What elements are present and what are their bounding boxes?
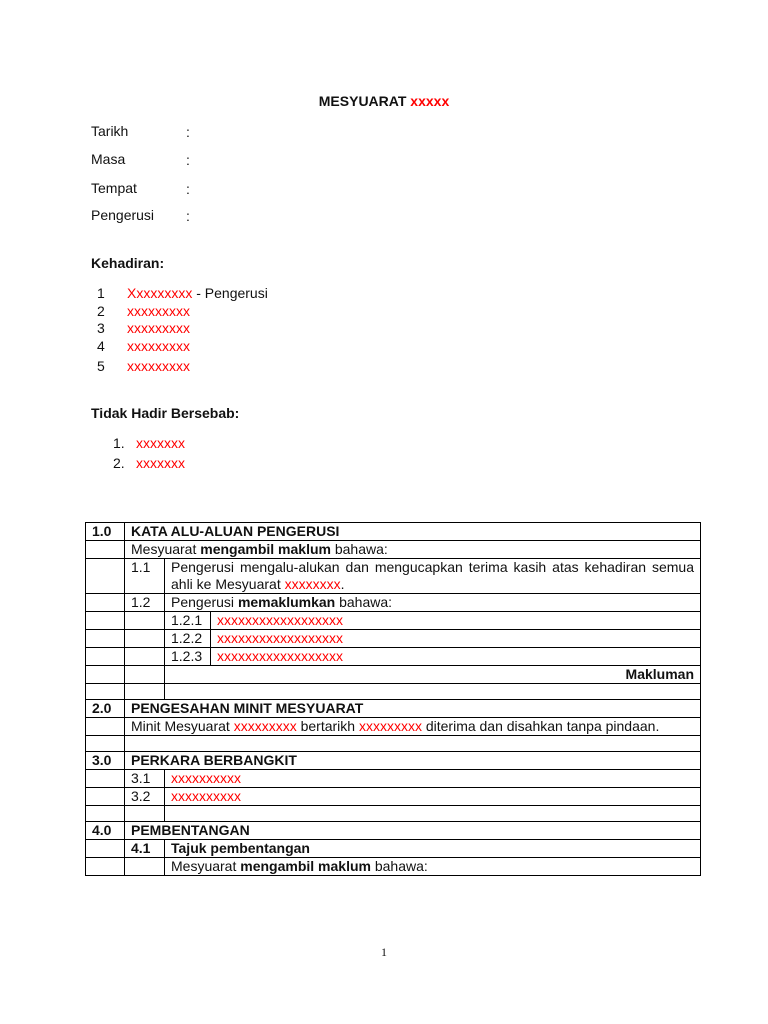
table-row [86,752,701,770]
table-row [86,718,701,736]
item-text: Pengerusi mengalu-alukan dan mengucapkan terima kasih atas kehadiran semua ahli ke Mesyuarat xxxxxxxx. [165,559,701,594]
table-row [86,788,701,806]
attendance-number: 1 [97,285,105,301]
page-title: MESYUARAT xxxxx [318,93,450,109]
meta-colon: : [186,208,190,224]
item-number: 3.2 [125,788,165,806]
table-row [86,612,701,630]
table-row [86,736,701,752]
section-number: 1.0 [86,523,125,541]
item-number: 1.1 [125,559,165,594]
item-text: xxxxxxxxxx [165,770,701,788]
attendance-name: xxxxxxxxx [127,358,190,374]
meta-label-pengerusi: Pengerusi [91,207,155,223]
title-placeholder: xxxxx [410,93,450,109]
page-number: 1 [381,945,387,959]
table-row [86,541,701,559]
attendance-name: xxxxxxxxx [127,338,190,354]
subitem-number: 1.2.1 [165,612,211,630]
absent-number: 2. [113,455,125,471]
item-number: 3.1 [125,770,165,788]
table-row [86,684,701,700]
subitem-text: xxxxxxxxxxxxxxxxxx [211,648,701,666]
table-row [86,630,701,648]
subitem-number: 1.2.2 [165,630,211,648]
meta-colon: : [186,152,190,168]
item-number: 4.1 [125,840,165,858]
section-title: KATA ALU-ALUAN PENGERUSI [125,523,701,541]
absent-number: 1. [113,435,125,451]
absent-name: xxxxxxx [136,455,185,471]
table-row [86,666,701,684]
subitem-number: 1.2.3 [165,648,211,666]
item-title: Tajuk pembentangan [165,840,701,858]
status-label: Makluman [165,666,701,684]
attendance-number: 4 [97,338,105,354]
section-text: Minit Mesyuarat xxxxxxxxx bertarikh xxxxxxxxx diterima dan disahkan tanpa pindaan. [125,718,701,736]
table-row [86,806,701,822]
meta-label-masa: Masa [91,151,126,167]
attendance-number: 3 [97,320,105,336]
table-row [86,858,701,876]
meta-label-tarikh: Tarikh [91,123,129,139]
subitem-text: xxxxxxxxxxxxxxxxxx [211,630,701,648]
table-row [86,822,701,840]
section-title: PEMBENTANGAN [125,822,701,840]
attendance-number: 5 [97,358,105,374]
section-number: 2.0 [86,700,125,718]
item-text: Mesyuarat mengambil maklum bahawa: [165,858,701,876]
section-number: 4.0 [86,822,125,840]
attendance-name: xxxxxxxxx [127,320,190,336]
table-row [86,559,701,594]
table-row [86,594,701,612]
item-number: 1.2 [125,594,165,612]
section-intro: Mesyuarat mengambil maklum bahawa: [125,541,701,559]
attendance-heading: Kehadiran: [91,255,165,271]
table-row [86,840,701,858]
section-number: 3.0 [86,752,125,770]
absent-heading: Tidak Hadir Bersebab: [91,405,240,421]
attendance-name: xxxxxxxxx [127,303,190,319]
table-row [86,648,701,666]
meta-colon: : [186,181,190,197]
table-row [86,523,701,541]
item-text: Pengerusi memaklumkan bahawa: [165,594,701,612]
subitem-text: xxxxxxxxxxxxxxxxxx [211,612,701,630]
agenda-table [85,522,701,876]
item-text: xxxxxxxxxx [165,788,701,806]
absent-name: xxxxxxx [136,435,185,451]
table-row [86,770,701,788]
section-title: PENGESAHAN MINIT MESYUARAT [125,700,701,718]
table-row [86,700,701,718]
attendance-number: 2 [97,303,105,319]
meta-colon: : [186,124,190,140]
attendance-name: Xxxxxxxxx - Pengerusi [127,285,268,301]
meta-label-tempat: Tempat [91,180,137,196]
section-title: PERKARA BERBANGKIT [125,752,701,770]
